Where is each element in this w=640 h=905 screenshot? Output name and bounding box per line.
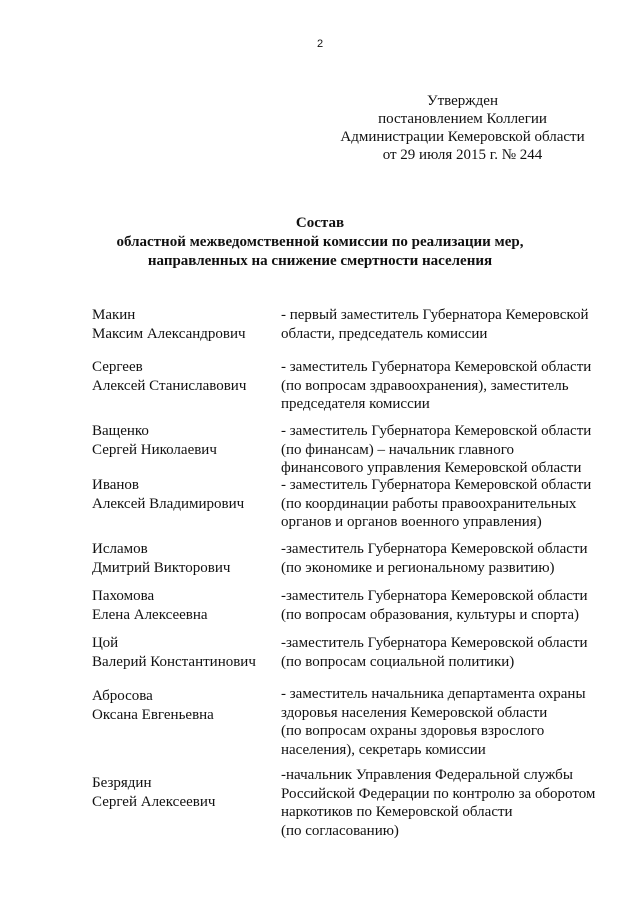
member-role (281, 587, 611, 624)
approval-line: Утвержден (426, 93, 498, 109)
member-surname: Иванов (92, 477, 139, 493)
title-line: Состав (295, 215, 345, 231)
member-name (92, 774, 272, 811)
approval-line: постановлением Коллегии (378, 111, 547, 127)
document-title (0, 214, 640, 271)
role-line: области, председатель комиссии (281, 325, 488, 342)
member-given-names: Алексей Владимирович (92, 495, 245, 512)
member-surname: Цой (92, 635, 119, 651)
member-given-names: Алексей Станиславович (92, 377, 247, 394)
member-surname: Ващенко (92, 423, 149, 439)
member-name (92, 422, 272, 459)
role-line: - заместитель Губернатора Кемеровской области (281, 477, 592, 493)
member-role (281, 476, 611, 532)
member-name (92, 587, 272, 624)
role-line: здоровья населения Кемеровской области (281, 704, 548, 721)
role-line: (по вопросам здравоохранения), заместитель (281, 377, 569, 394)
role-line: - заместитель Губернатора Кемеровской области (281, 423, 592, 439)
member-name (92, 306, 272, 343)
member-surname: Макин (92, 307, 136, 323)
member-surname: Исламов (92, 541, 148, 557)
approval-line: от 29 июля 2015 г. № 244 (382, 147, 543, 163)
role-line: (по вопросам образования, культуры и спорта) (281, 606, 580, 623)
role-line: Российской Федерации по контролю за оборотом (281, 785, 596, 802)
role-line: (по вопросам социальной политики) (281, 653, 515, 670)
member-name (92, 687, 272, 724)
member-name (92, 540, 272, 577)
approval-block (330, 92, 595, 164)
member-surname: Пахомова (92, 588, 155, 604)
title-line: областной межведомственной комиссии по реализации мер, (116, 234, 524, 250)
member-surname: Абросова (92, 688, 153, 704)
role-line: (по финансам) – начальник главного (281, 441, 514, 458)
role-line: -заместитель Губернатора Кемеровской области (281, 588, 588, 604)
role-line: (по экономике и региональному развитию) (281, 559, 555, 576)
member-given-names: Максим Александрович (92, 325, 246, 342)
role-line: (по координации работы правоохранительных (281, 495, 577, 512)
role-line: -заместитель Губернатора Кемеровской области (281, 635, 588, 651)
member-role (281, 634, 611, 671)
member-given-names: Сергей Алексеевич (92, 793, 216, 810)
role-line: населения), секретарь комиссии (281, 741, 486, 758)
role-line: -начальник Управления Федеральной службы (281, 767, 573, 783)
role-line: (по согласованию) (281, 822, 399, 839)
role-line: (по вопросам охраны здоровья взрослого (281, 723, 545, 739)
member-given-names: Сергей Николаевич (92, 441, 217, 458)
member-name (92, 634, 272, 671)
role-line: органов и органов военного управления) (281, 514, 542, 530)
member-role (281, 422, 611, 478)
member-role (281, 306, 611, 343)
member-surname: Безрядин (92, 775, 152, 791)
role-line: председателя комиссии (281, 396, 430, 412)
member-surname: Сергеев (92, 359, 143, 375)
member-given-names: Дмитрий Викторович (92, 559, 231, 576)
role-line: - заместитель Губернатора Кемеровской области (281, 359, 592, 375)
member-given-names: Оксана Евгеньевна (92, 706, 214, 723)
role-line: -заместитель Губернатора Кемеровской области (281, 541, 588, 557)
role-line: наркотиков по Кемеровской области (281, 804, 513, 820)
title-line: направленных на снижение смертности населения (147, 253, 493, 269)
member-given-names: Валерий Константинович (92, 653, 256, 670)
member-given-names: Елена Алексеевна (92, 606, 208, 623)
page-number: 2 (316, 38, 324, 50)
role-line: - первый заместитель Губернатора Кемеровской (281, 307, 589, 323)
member-role (281, 685, 611, 759)
role-line: финансового управления Кемеровской области (281, 460, 582, 476)
member-role (281, 358, 611, 414)
member-role (281, 766, 611, 840)
member-name (92, 358, 272, 395)
role-line: - заместитель начальника департамента охраны (281, 686, 586, 702)
approval-line: Администрации Кемеровской области (340, 129, 585, 145)
member-name (92, 476, 272, 513)
member-role (281, 540, 611, 577)
